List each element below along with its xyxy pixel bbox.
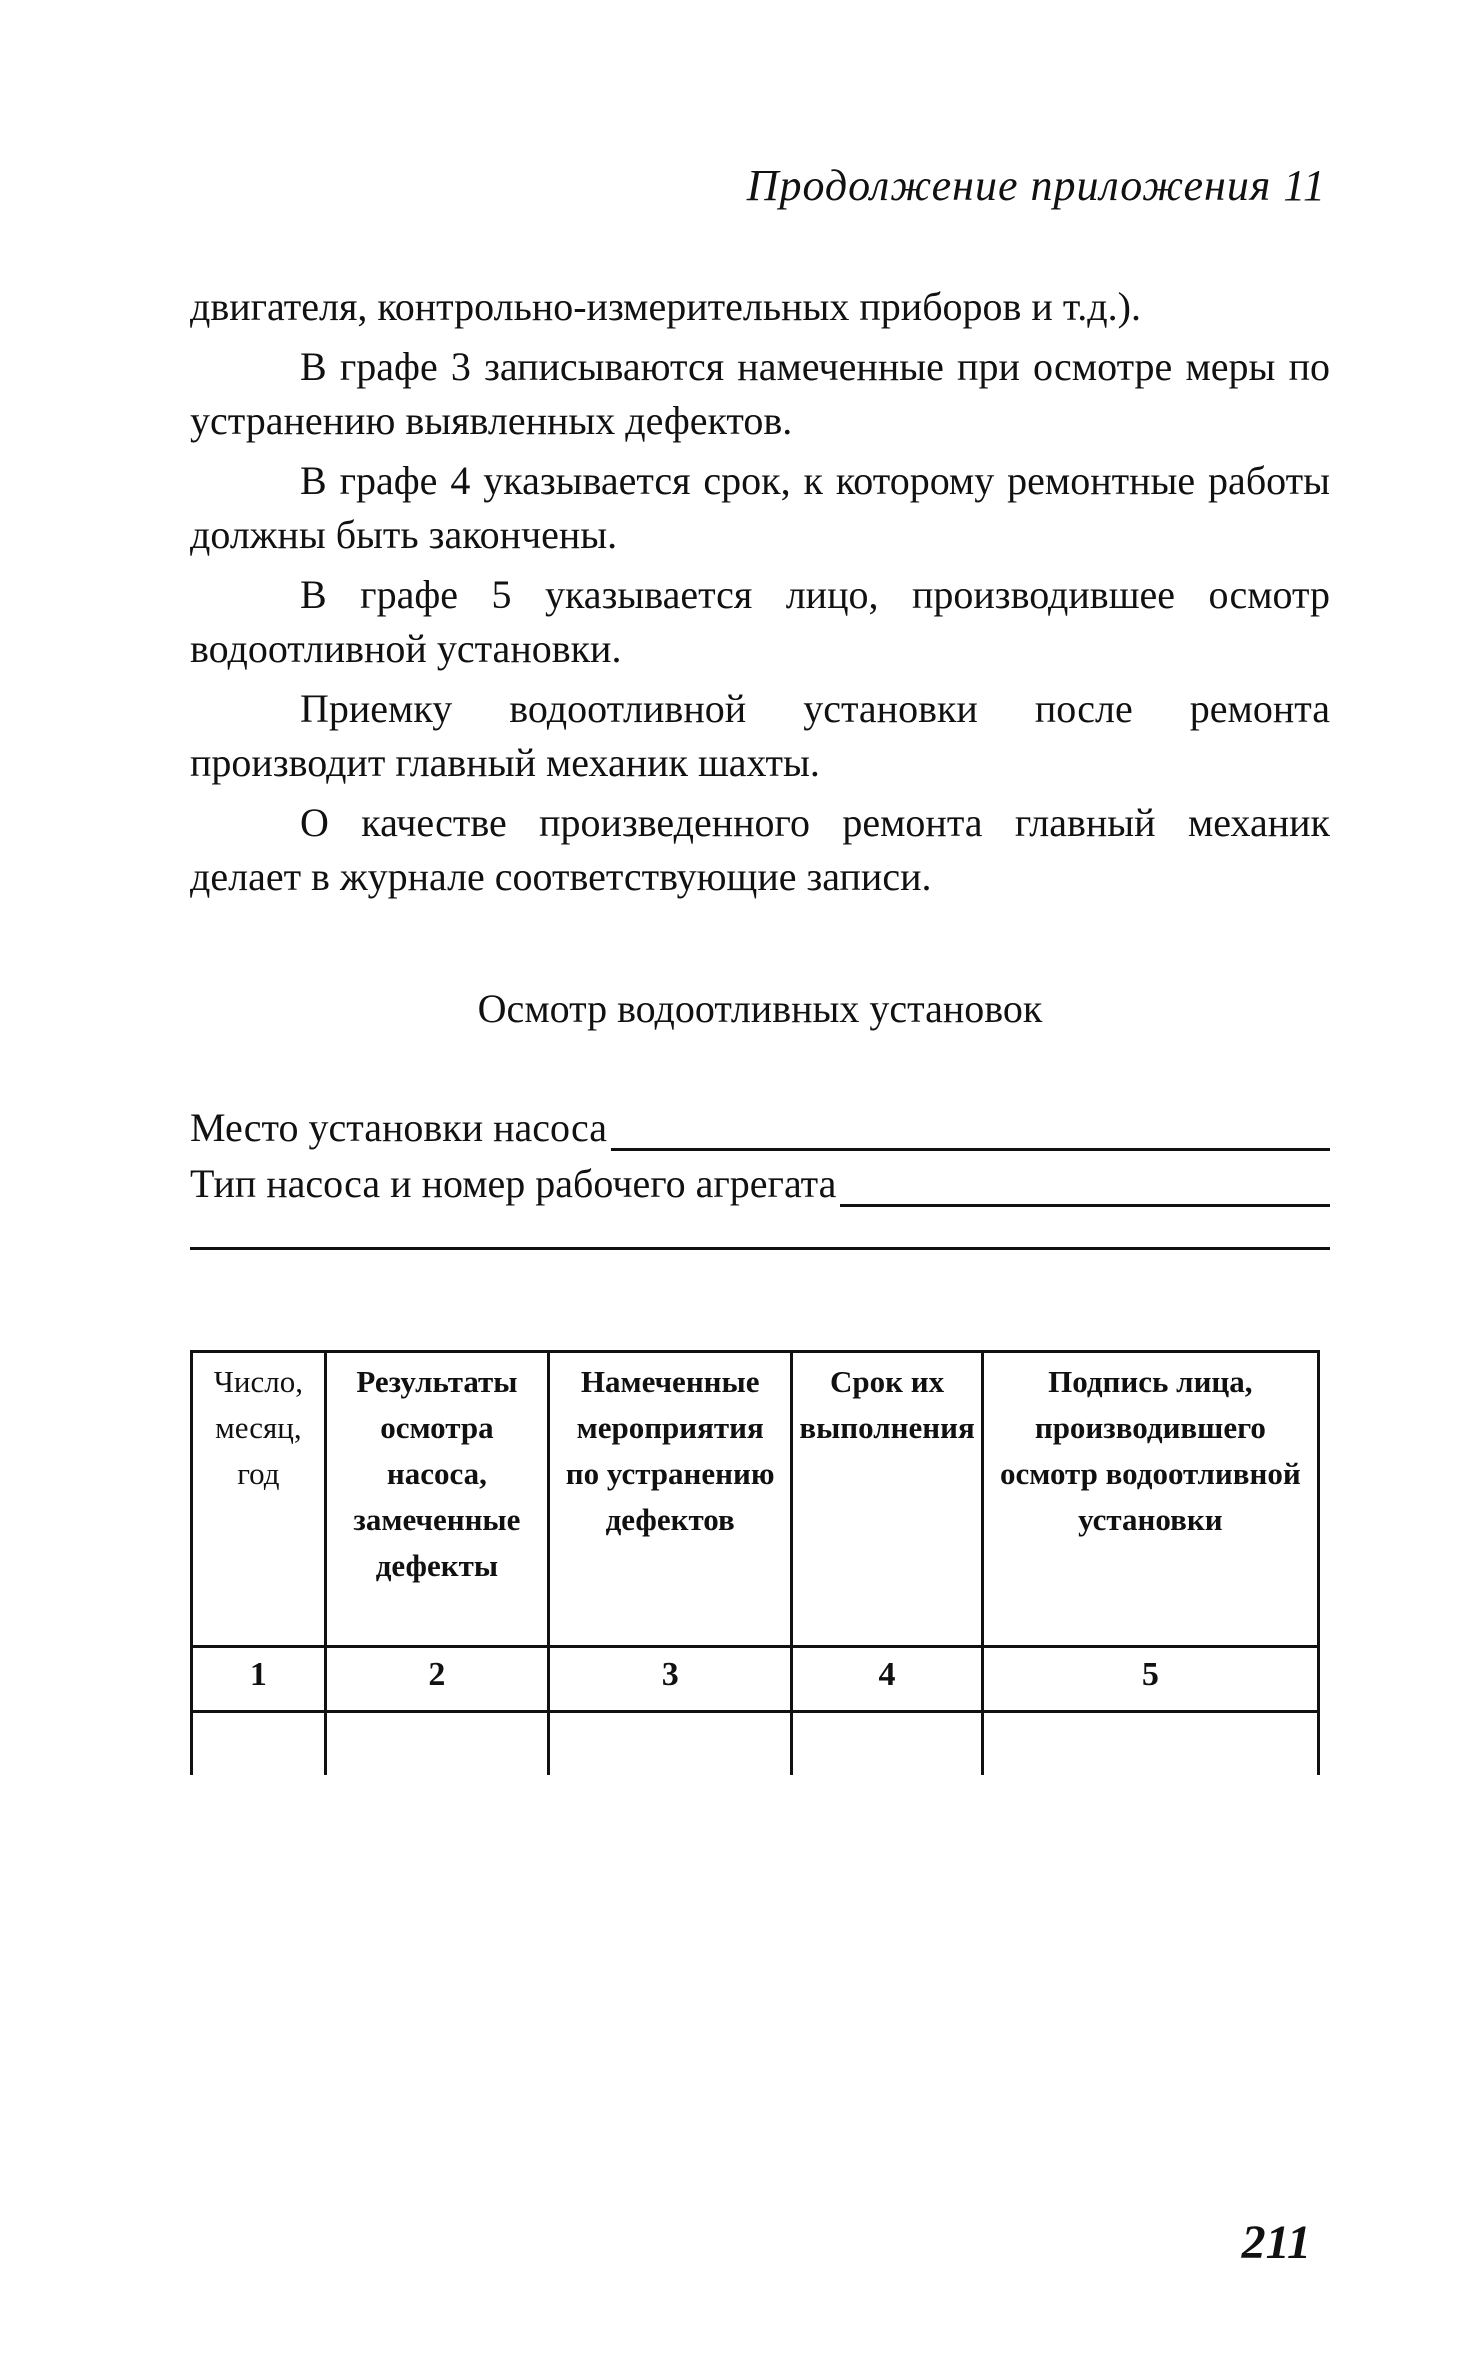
place-label: Место установки насоса xyxy=(190,1105,608,1150)
table-cell xyxy=(982,1712,1318,1776)
paragraph: Приемку водоотливной установки после ремонта производит главный механик шахты. xyxy=(190,686,1330,785)
paragraph: двигателя, контрольно-измерительных приборов и т.д.). xyxy=(190,284,1141,329)
col-number: 3 xyxy=(549,1647,792,1712)
col-number: 1 xyxy=(192,1647,326,1712)
paragraph: О качестве произведенного ремонта главный механик делает в журнале соответствующие записи. xyxy=(190,800,1330,899)
form-fields xyxy=(190,1095,1330,1250)
col-header-measures: Намеченные мероприятия по устранению дефектов xyxy=(549,1352,792,1647)
col-header-signature: Подпись лица, производившего осмотр водоотливной установки xyxy=(982,1352,1318,1647)
table-header-row xyxy=(192,1352,1319,1647)
table-number-row xyxy=(192,1647,1319,1712)
pump-field xyxy=(190,1151,1330,1207)
col-header-results: Результаты осмотра насоса, замеченные дефекты xyxy=(325,1352,548,1647)
col-number: 4 xyxy=(792,1647,982,1712)
section-title: Осмотр водоотливных установок xyxy=(477,986,1043,1031)
table-cell xyxy=(549,1712,792,1776)
pump-label: Тип насоса и номер рабочего агрегата xyxy=(190,1161,837,1206)
table-cell xyxy=(792,1712,982,1776)
paragraph: В графе 4 указывается срок, к которому ремонтные работы должны быть закончены. xyxy=(190,458,1330,557)
form-extra-line xyxy=(190,1207,1330,1250)
col-number: 5 xyxy=(982,1647,1318,1712)
paragraph: В графе 3 записываются намеченные при осмотре меры по устранению выявленных дефектов. xyxy=(190,344,1330,443)
col-number: 2 xyxy=(325,1647,548,1712)
pump-blank xyxy=(840,1168,1330,1207)
paragraph: В графе 5 указывается лицо, производившее осмотр водоотливной установки. xyxy=(190,572,1330,671)
page-number: 211 xyxy=(1241,2216,1311,2269)
col-header-deadline: Срок их выполнения xyxy=(792,1352,982,1647)
table-row xyxy=(192,1712,1319,1776)
place-blank xyxy=(611,1112,1330,1151)
place-field xyxy=(190,1095,1330,1151)
table-cell xyxy=(192,1712,326,1776)
running-head: Продолжение приложения 11 xyxy=(746,161,1326,210)
body-text xyxy=(190,280,1330,910)
col-header-date: Число, месяц, год xyxy=(192,1352,326,1647)
inspection-table xyxy=(190,1350,1320,1775)
table-cell xyxy=(325,1712,548,1776)
